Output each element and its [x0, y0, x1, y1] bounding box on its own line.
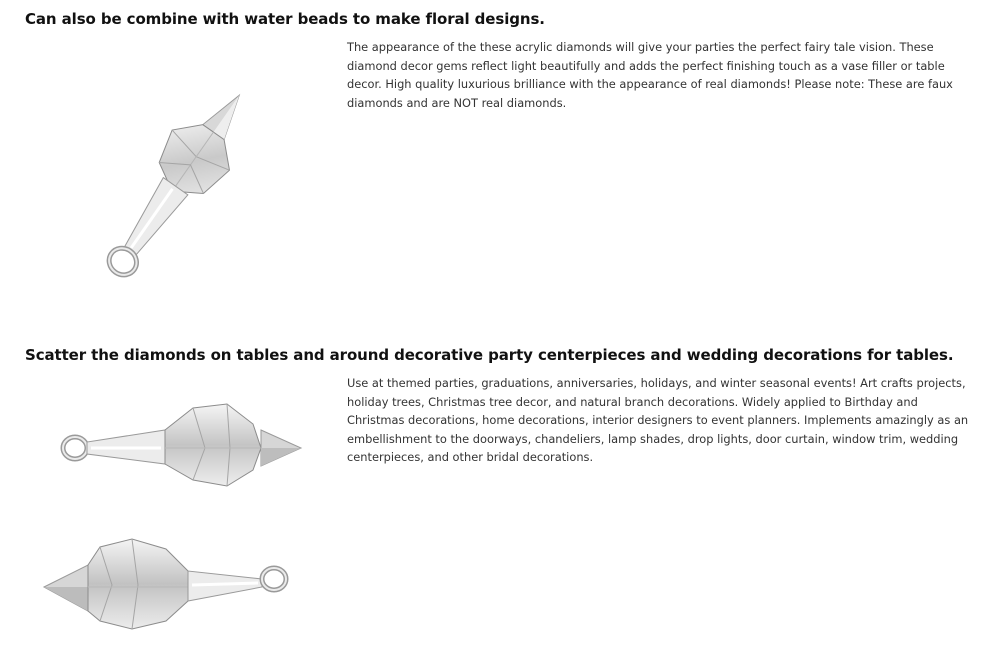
acrylic-diamond-image [40, 535, 295, 633]
diamond-pendant-icon [55, 400, 305, 488]
product-section-2 [0, 330, 1000, 648]
diamond-pendant-icon [40, 535, 295, 633]
acrylic-diamond-image [55, 400, 305, 488]
diamond-pendant-icon [70, 80, 280, 295]
section-description: The appearance of the these acrylic diamonds will give your parties the perfect fairy tale vision. These diamond decor gems reflect light beautifully and adds the perfect finishing touch as a vase filler or table decor. High quality luxurious brilliance with the appearance of real diamonds! Please note: These are faux diamonds and are NOT real diamonds. [347, 40, 953, 110]
section-heading: Scatter the diamonds on tables and around decorative party centerpieces and wedding decorations for tables. [25, 346, 954, 364]
section-description: Use at themed parties, graduations, anniversaries, holidays, and winter seasonal events! Art crafts projects, holiday trees, Christmas tree decor, and natural branch decorations. Widely applied to Birthday and Christmas decorations, home decorations, interior designers to event planners. Implements amazingly as an embellishment to the doorways, chandeliers, lamp shades, drop lights, door curtain, window trim, wedding centerpieces, and other bridal decorations. [347, 376, 969, 464]
acrylic-diamond-image [70, 80, 280, 295]
section-heading: Can also be combine with water beads to make floral designs. [25, 10, 545, 28]
